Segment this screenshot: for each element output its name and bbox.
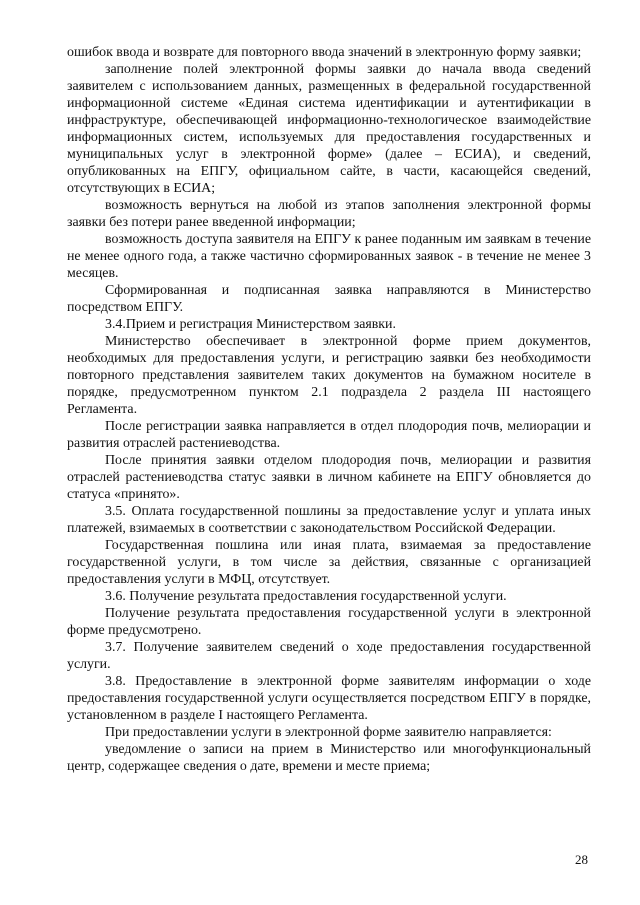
paragraph: уведомление о записи на прием в Министерство или многофункциональный центр, содержащее сведения о дате, времени и месте приема; (67, 742, 591, 774)
section-heading: 3.7. Получение заявителем сведений о ходе предоставления государственной услуги. (67, 640, 591, 672)
paragraph: При предоставлении услуги в электронной форме заявителю направляется: (105, 725, 552, 740)
paragraph: возможность доступа заявителя на ЕПГУ к ранее поданным им заявкам в течение не менее одного года, а также частично сформированных заявок - в течение не менее 3 месяцев. (67, 232, 591, 281)
paragraph: Министерство обеспечивает в электронной форме прием документов, необходимых для предоставления услуги, и регистрацию заявки без необходимости повторного представления заявителем таких документов на бумажном носителе в порядке, предусмотренном пунктом 2.1 подраздела 2 раздела III настоящего Регламента. (67, 334, 591, 417)
document-page (67, 44, 591, 775)
section-heading: 3.5. Оплата государственной пошлины за предоставление услуг и уплата иных платежей, взимаемых в соответствии с законодательством Российской Федерации. (67, 504, 591, 536)
paragraph: возможность вернуться на любой из этапов заполнения электронной формы заявки без потери ранее введенной информации; (67, 198, 591, 230)
paragraph: После принятия заявки отделом плодородия почв, мелиорации и развития отраслей растениеводства статус заявки в личном кабинете на ЕПГУ обновляется до статуса «принято». (67, 453, 591, 502)
paragraph: После регистрации заявка направляется в отдел плодородия почв, мелиорации и развития отраслей растениеводства. (67, 419, 591, 451)
paragraph: заполнение полей электронной формы заявки до начала ввода сведений заявителем с использованием данных, размещенных в федеральной государственной информационной системе «Единая система идентификации и аутентификации в инфраструктуре, обеспечивающей информационно-технологическое взаимодействие информационных систем, используемых для предоставления государственных и муниципальных услуг в электронной форме» (далее – ЕСИА), и сведений, опубликованных на ЕПГУ, официальном сайте, в части, касающейся сведений, отсутствующих в ЕСИА; (67, 62, 591, 196)
paragraph: Государственная пошлина или иная плата, взимаемая за предоставление государственной услуги, в том числе за действия, связанные с организацией предоставления услуги в МФЦ, отсутствует. (67, 538, 591, 587)
section-heading: 3.6. Получение результата предоставления государственной услуги. (105, 589, 507, 604)
paragraph: Сформированная и подписанная заявка направляются в Министерство посредством ЕПГУ. (67, 283, 591, 315)
paragraph: 3.8. Предоставление в электронной форме заявителям информации о ходе предоставления государственной услуги осуществляется посредством ЕПГУ в порядке, установленном в разделе I настоящего Регламента. (67, 674, 591, 723)
paragraph: Получение результата предоставления государственной услуги в электронной форме предусмотрено. (67, 606, 591, 638)
page-number: 28 (575, 852, 588, 867)
paragraph: ошибок ввода и возврате для повторного ввода значений в электронную форму заявки; (67, 45, 582, 60)
section-heading: 3.4.Прием и регистрация Министерством заявки. (105, 317, 396, 332)
